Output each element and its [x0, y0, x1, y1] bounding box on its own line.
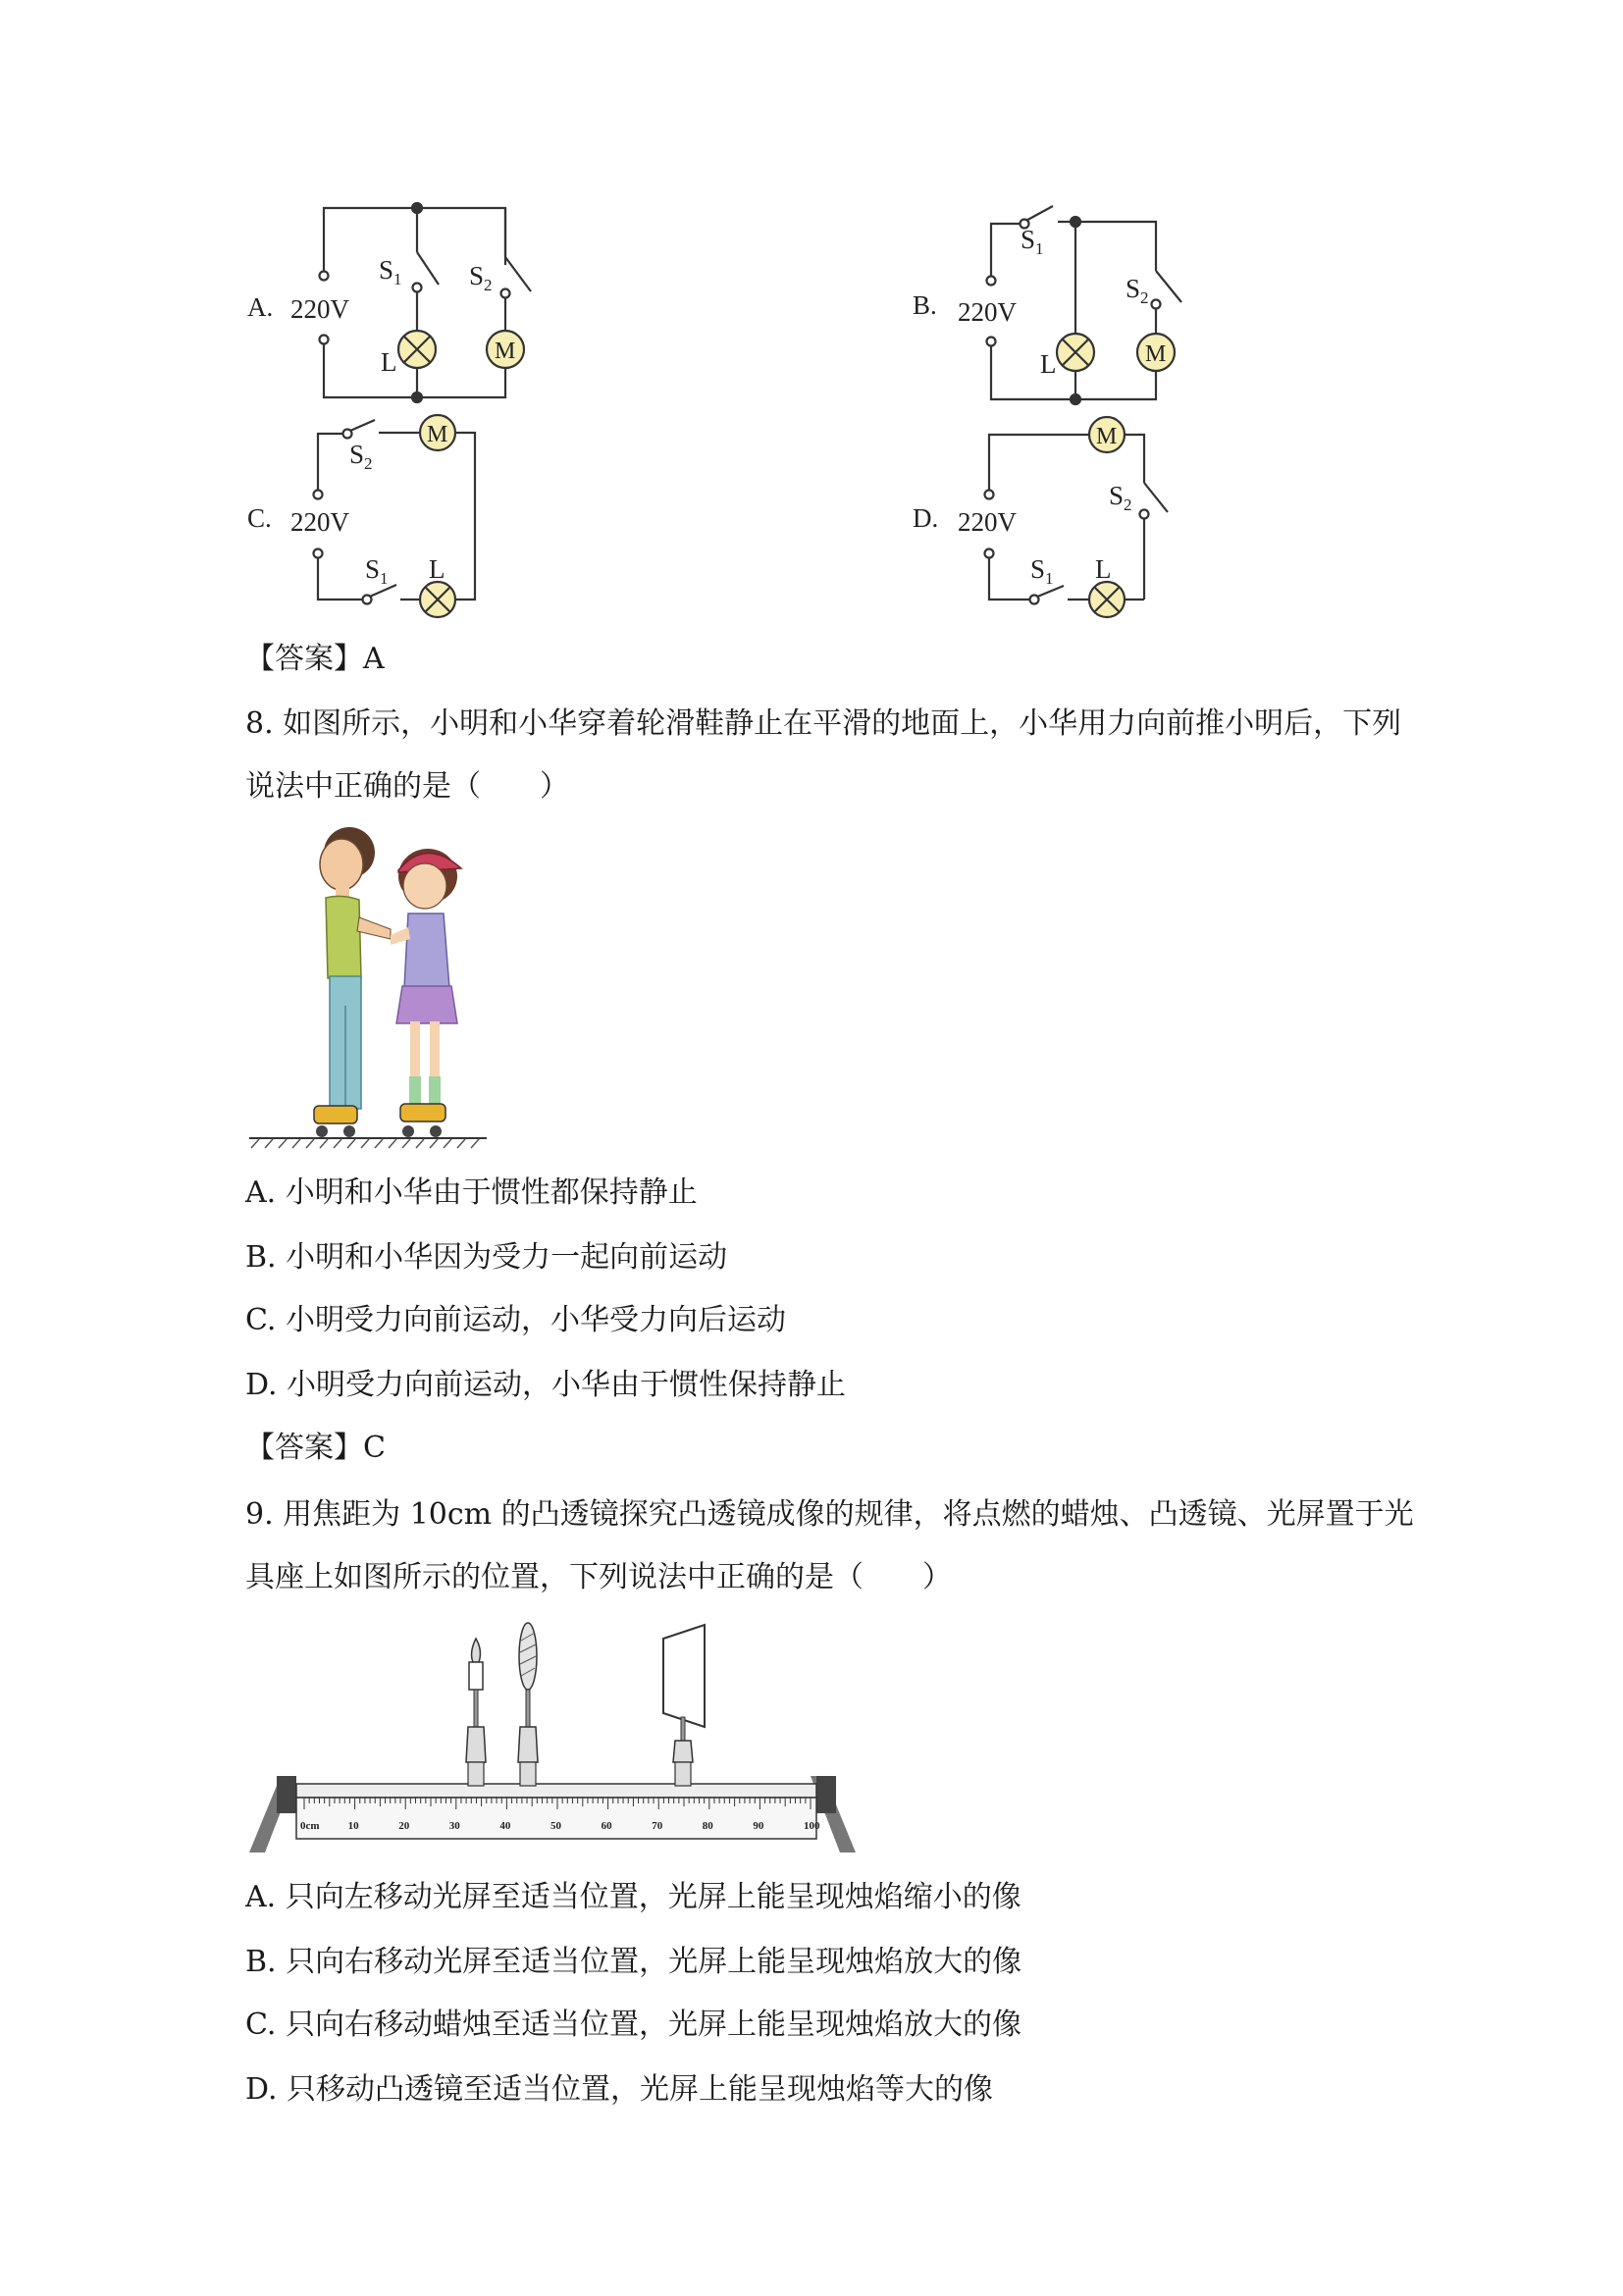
s2-label: $S_2$ — [349, 440, 373, 473]
q9-option-b: B. 只向右移动光屏至适当位置，光屏上能呈现烛焰放大的像 — [245, 1945, 1022, 1979]
bench-label: 70 — [652, 1820, 663, 1832]
optical-bench — [243, 1619, 871, 1864]
voltage-b-label: 220V — [958, 297, 1017, 327]
voltage-d-label: 220V — [958, 507, 1017, 537]
option-a-label: A. — [247, 292, 274, 322]
q9-stem-line1: 9. 用焦距为 10cm 的凸透镜探究凸透镜成像的规律，将点燃的蜡烛、凸透镜、光屏置于光 — [245, 1497, 1414, 1532]
q9-option-c: C. 只向右移动蜡烛至适当位置，光屏上能呈现烛焰放大的像 — [245, 2008, 1021, 2042]
s1-label: $S_1$ — [379, 255, 402, 288]
bench-label: 60 — [601, 1820, 612, 1832]
motor-label: M — [1096, 424, 1118, 449]
convex-lens — [518, 1623, 538, 1786]
bench-label: 80 — [702, 1820, 713, 1832]
q9-option-d: D. 只移动凸透镜至适当位置，光屏上能呈现烛焰等大的像 — [245, 2072, 994, 2107]
motor-label: M — [427, 422, 448, 447]
q8-option-d: D. 小明受力向前运动，小华由于惯性保持静止 — [245, 1368, 847, 1402]
bench-label: 40 — [499, 1820, 511, 1832]
circuit-a — [320, 208, 532, 397]
bench-label: 90 — [753, 1820, 764, 1832]
s1-label: $S_1$ — [1021, 225, 1044, 258]
bench-label: 0cm — [300, 1820, 320, 1832]
q8-answer: 【答案】C — [245, 1431, 386, 1465]
voltage-c-label: 220V — [290, 507, 349, 537]
circuit-diagrams — [0, 0, 1623, 628]
q9-option-a: A. 只向左移动光屏至适当位置，光屏上能呈现烛焰缩小的像 — [245, 1880, 1021, 1914]
s2-label: $S_2$ — [469, 261, 493, 294]
q8-option-a: A. 小明和小华由于惯性都保持静止 — [245, 1175, 698, 1210]
q8-stem-line1: 8. 如图所示，小明和小华穿着轮滑鞋静止在平滑的地面上，小华用力向前推小明后，下列 — [245, 706, 1402, 741]
option-c-label: C. — [247, 503, 272, 533]
q7-answer: 【答案】A — [245, 642, 385, 676]
skaters-illustration — [243, 819, 498, 1153]
s2-label: $S_2$ — [1126, 274, 1149, 307]
lamp-label: L — [1095, 554, 1112, 584]
option-d-label: D. — [913, 503, 939, 533]
voltage-a-label: 220V — [290, 294, 349, 324]
bench-label: 50 — [550, 1820, 561, 1832]
q8-stem-line2: 说法中正确的是（ ） — [245, 769, 569, 804]
q8-option-c: C. 小明受力向前运动，小华受力向后运动 — [245, 1303, 786, 1337]
light-screen — [663, 1625, 705, 1786]
circuit-diagrams-svg — [0, 0, 1623, 628]
q9-stem-line2: 具座上如图所示的位置，下列说法中正确的是（ ） — [245, 1560, 952, 1594]
bench-label: 100 — [804, 1820, 820, 1832]
lamp-label: L — [1040, 349, 1057, 379]
bench-label: 20 — [398, 1820, 410, 1832]
boy-figure — [314, 827, 391, 1137]
bench-label: 30 — [448, 1820, 460, 1832]
q8-option-b: B. 小明和小华因为受力一起向前运动 — [245, 1240, 728, 1275]
s2-label: $S_2$ — [1109, 481, 1132, 514]
girl-figure — [391, 849, 461, 1137]
lamp-label: L — [381, 347, 397, 377]
s1-label: $S_1$ — [365, 554, 389, 588]
lamp-label: L — [429, 554, 445, 584]
s1-label: $S_1$ — [1030, 554, 1054, 588]
motor-label: M — [495, 339, 516, 364]
option-b-label: B. — [913, 290, 937, 320]
bench-label: 10 — [347, 1820, 359, 1832]
candle — [466, 1639, 486, 1786]
motor-label: M — [1145, 341, 1167, 367]
